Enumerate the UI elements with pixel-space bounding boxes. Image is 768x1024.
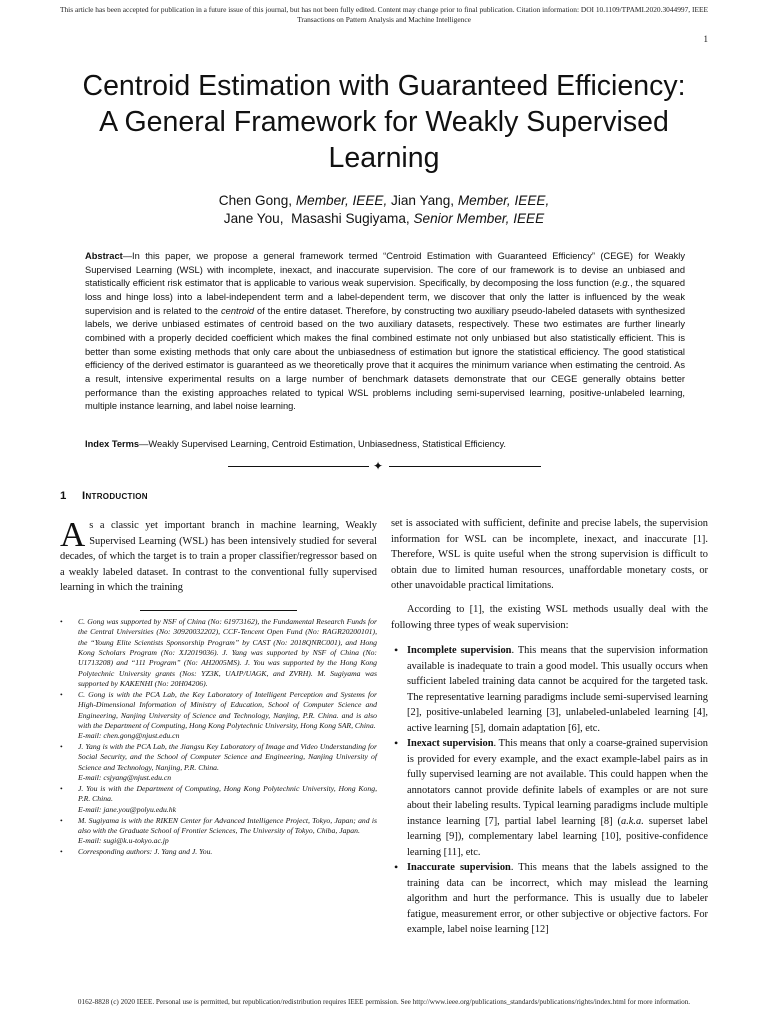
author-role: Member, IEEE, bbox=[457, 193, 550, 208]
list-item-text: . This means that the supervision information available is inadequate to train a good model. This usually occurs when sufficient labeled training data cannot be acquired for the targeted task. The representative learning paradigms include semi-supervised learning [2], positive-unlabeled learning [3], unlabeled-unlabeled learning [4], active learning [5], domain adaptation [6], etc. bbox=[407, 645, 708, 734]
footnote-rule bbox=[140, 610, 297, 611]
title-line-3: Learning bbox=[328, 142, 440, 174]
author-name: Jian Yang, bbox=[391, 193, 455, 208]
abstract-text: —In this paper, we propose a general framework termed “Centroid Estimation with Guaranteed Efficiency” (CEGE) for Weakly Supervised Learning (WSL) with incomplete, inexact, and inaccurate supervision. The core of our framework is to devise an unbiased and statistically efficient risk estimator that is applicable to various weak supervision. Specifically, by decomposing the loss function ( bbox=[85, 251, 685, 289]
intro-text: s a classic yet important branch in machine learning, Weakly Supervised Learning (WSL) has been intensively studied for several decades, of which the target is to train a proper classifier/regressor based on a weakly labeled dataset. In contrast to the conventional fully supervised learning in which the training bbox=[60, 520, 377, 594]
list-item-term: Inexact supervision bbox=[407, 738, 494, 750]
footnote-item: • M. Sugiyama is with the RIKEN Center for Advanced Intelligence Project, Tokyo, Japan; and is also with the Graduate School of Frontier Sciences, The University of Tokyo, Chiba, Japan. E-mail: sugi@k.u-tokyo.ac.jp bbox=[60, 816, 377, 847]
paper-title bbox=[40, 68, 728, 176]
list-item-emphasis: a.k.a. bbox=[621, 815, 644, 827]
list-item-text: . This means that only a coarse-grained supervision is provided for every example, and the exact example-label pairs as in fully supervised learning are not available. This could happen when the annotators cannot provide definite labels of examples or are not sure about their labeling results. Typical learning paradigms include multiple instance learning [7], partial label learning [8] ( bbox=[407, 738, 708, 827]
abstract bbox=[85, 250, 685, 414]
footnote-list bbox=[60, 617, 377, 858]
supervision-type-list bbox=[391, 643, 708, 938]
index-terms bbox=[85, 438, 685, 451]
right-column bbox=[391, 516, 708, 938]
list-item-term: Incomplete supervision bbox=[407, 645, 512, 657]
notice-line-1: This article has been accepted for publication in a future issue of this journal, but has not been fully edited. Content may change prior to final publication. Citation information: DOI 10.1109/TPAMI.2020.3044997, IEEE bbox=[59, 5, 709, 14]
footnote-item: • C. Gong is with the PCA Lab, the Key Laboratory of Intelligent Perception and Systems for High-Dimensional Information of Ministry of Education, School of Computer Science and Engineering, Nanjing University of Science and Technology, Nanjing, P.R. China. and is also with the Department of Computing, Hong Kong Polytechnic University, Hong Kong SAR, China. E-mail: chen.gong@njust.edu.cn bbox=[60, 690, 377, 742]
abstract-text: of the entire dataset. Therefore, by constructing two auxiliary pseudo-labeled datasets with synthesized labels, we derive unbiased estimates of centroid based on the two auxiliary datasets, respectively. These two estimates are further linearly combined with a properly decided coefficient which makes the final combined estimate not only unbiased but also statistically efficient. This is better than some existing methods that only care about the unbiasedness of estimation but ignore the statistical efficiency. The good statistical efficiency of the derived estimator is guaranteed as we theoretically prove that it acquires the minimum variance when estimating the centroid. As a result, intensive experimental results on a large number of benchmark datasets demonstrate that our CEGE generally obtains better performance than the existing approaches related to typical WSL problems including semi-supervised learning, positive-unlabeled learning, multiple instance learning, and label noise learning. bbox=[85, 305, 685, 412]
separator-line-right bbox=[389, 466, 541, 467]
footnote-item: • J. You is with the Department of Computing, Hong Kong Polytechnic University, Hong Kong, P.R. China. E-mail: jane.you@polyu.edu.hk bbox=[60, 784, 377, 815]
index-terms-text: —Weakly Supervised Learning, Centroid Estimation, Unbiasedness, Statistical Efficiency. bbox=[139, 439, 506, 449]
publication-notice bbox=[10, 5, 758, 25]
list-item-text: superset label learning [9]), complementary label learning [10], positive-confidence learning [11], etc. bbox=[407, 815, 708, 858]
title-line-1: Centroid Estimation with Guaranteed Efficiency: bbox=[82, 70, 686, 102]
intro-continuation: set is associated with sufficient, definite and precise labels, the supervision information for WSL can be incomplete, inexact, and inaccurate [1]. Therefore, WSL is quite useful when the strong supervision is difficult to obtain due to limited human resources, unaffordable monetary costs, or other unavoidable practical limitations. bbox=[391, 518, 708, 592]
author-role: Senior Member, IEEE bbox=[413, 211, 545, 226]
author-line-2 bbox=[60, 210, 708, 228]
index-terms-label: Index Terms bbox=[85, 439, 140, 449]
section-title: Introduction bbox=[82, 490, 148, 502]
drop-cap: A bbox=[60, 515, 86, 554]
author-name: Masashi Sugiyama, bbox=[291, 211, 410, 226]
section-heading bbox=[60, 490, 148, 502]
notice-line-2: Transactions on Pattern Analysis and Machine Intelligence bbox=[297, 15, 471, 24]
list-item bbox=[391, 643, 708, 736]
author-name: Jane You, bbox=[223, 211, 284, 226]
separator-line-left bbox=[228, 466, 369, 467]
footnote-item: • Corresponding authors: J. Yang and J. You. bbox=[60, 847, 377, 857]
footnote-item: • C. Gong was supported by NSF of China (No: 61973162), the Fundamental Research Funds for the Central Universities (No: 30920032202), CCF-Tencent Open Fund (No: RAGR20200101), the “Young Elite Scientists Sponsorship Program” by CAST (No: 2018QNRC001), and Hong Kong Scholars Program (No: XJ2019036). J. Yang was supported by NSF of China (No: U1713208) and “111 Program” (No: AH2005MS). J. You was supported by the Hong Kong Polytechnic University grants (Nos: YZ3K, UAJP/UAGK, and ZVRH). M. Sugiyama was supported by KAKENHI (No: 20H04206). bbox=[60, 617, 377, 689]
abstract-label: Abstract bbox=[85, 251, 123, 261]
list-item-text: . This means that the labels assigned to the training data can be incorrect, which may mislead the learning algorithm and hurt the performance. This is usually due to labeler fatigue, measurement error, or other subjective or objective factors. For example, label noise learning [12] bbox=[407, 862, 709, 936]
intro-paragraph-left bbox=[60, 515, 377, 596]
separator-diamond-icon: ✦ bbox=[373, 459, 384, 473]
author-line-1 bbox=[60, 192, 708, 210]
list-item bbox=[391, 860, 708, 938]
copyright-footer: 0162-8828 (c) 2020 IEEE. Personal use is permitted, but republication/redistribution requires IEEE permission. See http://www.ieee.org/publications_standards/publications/rights/index.html for more information. bbox=[77, 998, 691, 1006]
author-list bbox=[60, 192, 708, 228]
intro-paragraph-2: According to [1], the existing WSL methods usually deal with the following three types of weak supervision: bbox=[391, 603, 708, 631]
list-item bbox=[391, 736, 708, 860]
footnote-item: • J. Yang is with the PCA Lab, the Jiangsu Key Laboratory of Image and Video Understanding for Social Security, and the School of Computer Science and Engineering, Nanjing University of Science and Technology, Nanjing, P.R. China. E-mail: csjyang@njust.edu.cn bbox=[60, 742, 377, 783]
author-role: Member, IEEE, bbox=[295, 193, 388, 208]
author-name: Chen Gong, bbox=[218, 193, 293, 208]
section-number: 1 bbox=[60, 490, 67, 502]
abstract-emphasis: e.g. bbox=[614, 278, 631, 289]
title-line-2: A General Framework for Weakly Supervised bbox=[99, 106, 669, 138]
abstract-emphasis: centroid bbox=[221, 305, 255, 316]
abstract-text: , the squared loss and hinge loss) into a label-independent term and a label-dependent term, we discover that only the latter is influenced by the weak supervision and is related to the bbox=[85, 278, 685, 316]
list-item-term: Inaccurate supervision bbox=[407, 862, 511, 874]
page-number: 1 bbox=[703, 34, 708, 44]
